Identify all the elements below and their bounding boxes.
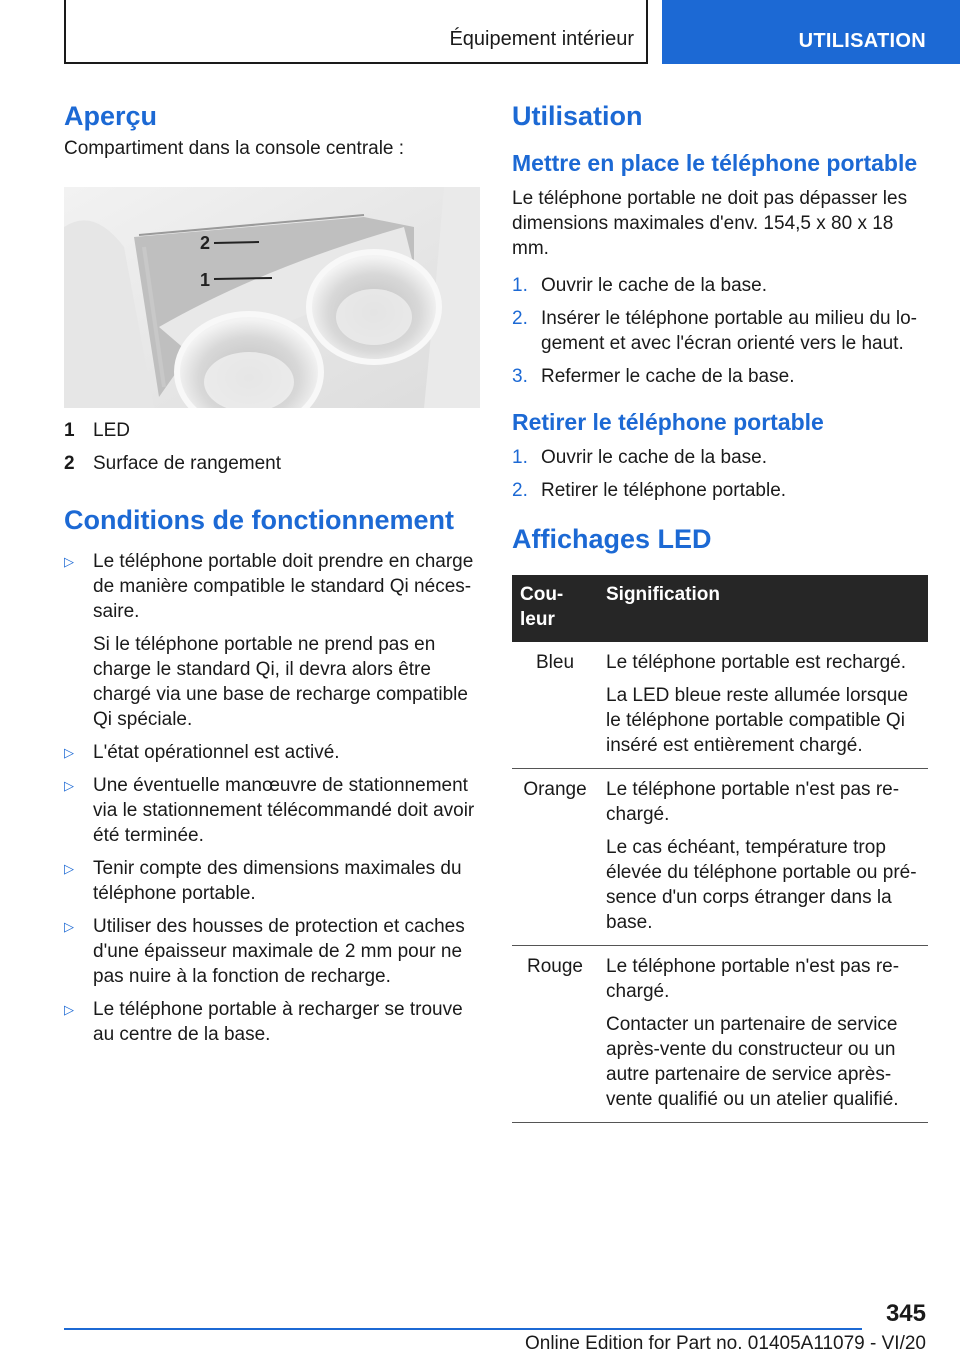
remove-phone-steps [512,445,928,503]
triangle-bullet-icon: ▷ [64,1001,74,1017]
place-phone-heading: Mettre en place le téléphone portable [512,150,918,177]
table-row [512,945,928,1122]
header-section-title: Équipement intérieur [449,28,634,50]
meaning-text: Le téléphone portable n'est pas re‐chargé. [606,955,900,1002]
place-phone-intro: Le téléphone portable ne doit pas dépasser les dimensions maximales d'env. 154,5 x 80 x 18 mm. [512,187,908,259]
table-row [512,768,928,945]
remove-phone-heading: Retirer le téléphone portable [512,408,824,435]
list-item-text: Utiliser des housses de protection et caches d'une épaisseur maximale de 2 mm pour ne pas nuire à la fonction de recharge. [93,915,465,987]
meaning-text: La LED bleue reste allumée lorsque le téléphone portable compatible Qi inséré est entièrement chargé. [606,684,909,756]
led-color-cell: Orange [512,768,598,945]
list-item-text: L'état opérationnel est activé. [93,741,340,763]
list-item [64,773,480,848]
table-row [512,642,928,769]
step-number: 3. [512,365,528,387]
list-item [64,549,480,732]
step-number: 2. [512,307,528,329]
list-item [64,856,480,906]
step-text: Ouvrir le cache de la base. [541,446,768,468]
footer-edition-text: Online Edition for Part no. 01405A11079 - VI/20 [524,1333,926,1354]
step-text: Insérer le téléphone portable au milieu du lo‐gement et avec l'écran orienté vers le haut. [541,307,918,354]
step-text: Refermer le cache de la base. [541,365,795,387]
triangle-bullet-icon: ▷ [64,744,74,760]
place-phone-steps [512,273,928,389]
list-item [64,997,480,1047]
meaning-text: Le cas échéant, température trop élevée du téléphone portable ou pré‐sence d'un corps étranger dans la base. [606,836,917,933]
figure-legend [64,418,480,476]
header-chapter-label: UTILISATION [798,30,926,52]
step-text: Retirer le téléphone portable. [541,479,787,501]
legend-label: LED [93,420,130,442]
legend-item [64,418,480,443]
list-item [64,914,480,989]
footer-divider [64,1328,862,1330]
conditions-heading: Conditions de fonctionnement [64,505,454,536]
figure-callout-1: 1 [200,270,211,291]
step-number: 1. [512,274,528,296]
led-color-cell: Rouge [512,945,598,1122]
column-header-meaning: Signification [598,575,928,642]
list-item-text: Le téléphone portable à recharger se trouve au centre de la base. [93,998,463,1045]
triangle-bullet-icon: ▷ [64,918,74,934]
step-item [512,445,928,470]
console-illustration-svg [64,187,480,408]
step-item [512,478,928,503]
table-header-row [512,575,928,642]
list-item-text: Une éventuelle manœuvre de stationnement via le stationnement télécommandé doit avoir été terminée. [93,774,475,846]
triangle-bullet-icon: ▷ [64,777,74,793]
header-chapter-tab[interactable] [662,0,960,64]
led-meaning-cell [598,642,928,769]
header-section-box [64,0,648,64]
overview-heading: Aperçu [64,101,158,131]
list-item-text: Si le téléphone portable ne prend pas en charge le standard Qi, il devra alors être chargé via une base de recharge compatible Qi spéciale. [93,633,468,730]
list-item-text: Tenir compte des dimensions maximales du téléphone portable. [93,857,462,904]
led-meaning-cell [598,768,928,945]
step-item [512,273,928,298]
triangle-bullet-icon: ▷ [64,860,74,876]
meaning-text: Le téléphone portable est rechargé. [606,651,906,673]
right-column [512,100,928,1123]
page-number: 345 [885,1300,926,1327]
figure-callout-2: 2 [200,233,211,254]
meaning-text: Contacter un partenaire de service après-vente du constructeur ou un autre partenaire de service après-vente qualifié ou un atelier qualifié. [606,1013,899,1110]
led-displays-heading: Affichages LED [512,523,712,554]
led-table [512,575,928,1123]
legend-number: 1 [64,420,75,442]
column-header-color: Cou‐leur [512,575,598,642]
conditions-list [64,549,480,1047]
step-text: Ouvrir le cache de la base. [541,274,768,296]
list-item [64,740,480,765]
meaning-text: Le téléphone portable n'est pas re‐chargé. [606,778,900,825]
triangle-bullet-icon: ▷ [64,553,74,569]
step-item [512,306,928,356]
step-item [512,364,928,389]
step-number: 2. [512,479,528,501]
legend-item [64,451,480,476]
usage-heading: Utilisation [512,101,643,131]
console-compartment-illustration [64,187,480,408]
legend-label: Surface de rangement [93,453,282,475]
led-meaning-cell [598,945,928,1122]
overview-intro: Compartiment dans la console centrale : [64,138,405,160]
led-color-cell: Bleu [512,642,598,769]
step-number: 1. [512,446,528,468]
list-item-text: Le téléphone portable doit prendre en charge de manière compatible le standard Qi néces‐saire. [93,550,474,622]
left-column [64,100,480,1055]
legend-number: 2 [64,453,75,475]
